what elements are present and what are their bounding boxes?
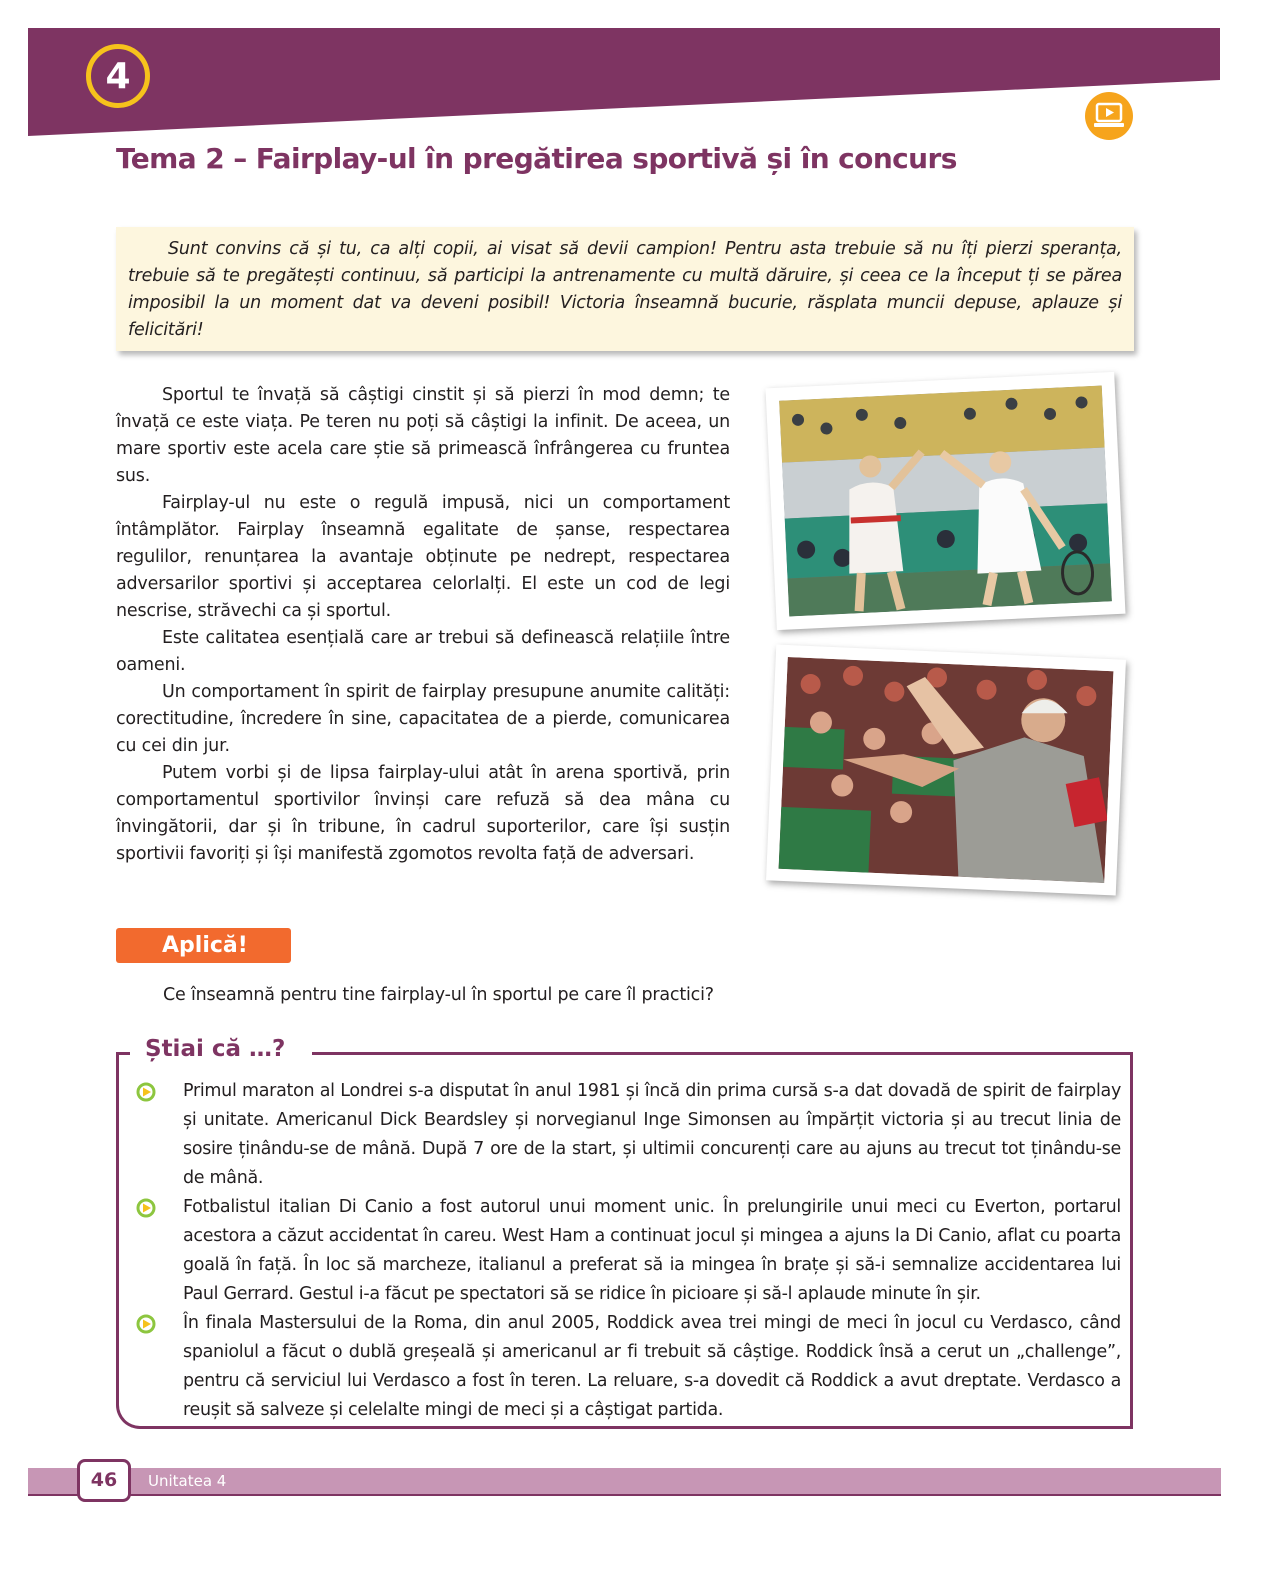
body-text (116, 382, 730, 868)
body-paragraph: Este calitatea esențială care ar trebui să definească relațiile între oameni. (116, 628, 730, 675)
play-bullet-icon (136, 1082, 156, 1102)
intro-box (116, 227, 1134, 351)
list-item-text: Fotbalistul italian Di Canio a fost autorul unui moment unic. În prelungirile unui meci cu Everton, portarul acestora a căzut accidentat în careu. West Ham a continuat jocul și mingea a ajuns la Di Canio, aflat cu poarta goală în față. În loc să marcheze, italianul a preferat să ia mingea în brațe și să-i semnalize accidentarea lui Paul Gerrard. Gestul i-a făcut pe spectatori să se ridice în picioare și să-l aplaude minute în șir. (183, 1197, 1121, 1304)
intro-text: Sunt convins că și tu, ca alți copii, ai visat să devii campion! Pentru asta trebuie să nu îți pierzi speranța, trebuie să te pregătești continuu, să participi la antrenamente cu multă dăruire, și ceea ce la început ți se părea imposibil la un moment dat va deveni posibil! Victoria înseamnă bucurie, răsplata muncii depuse, aplauze și felicitări! (128, 239, 1122, 340)
box-border-segment (312, 1052, 1133, 1055)
body-paragraph: Sportul te învață să câștigi cinstit și să pierzi în mod demn; te învață ce este viața. Pe teren nu poți să câștigi la infinit. De aceea, un mare sportiv este acela care știe să primească înfrângerea cu fruntea sus. (116, 385, 730, 486)
did-you-know-title: Știai că …? (145, 1036, 286, 1062)
page-number: 46 (77, 1459, 131, 1502)
tennis-players-photo (765, 372, 1125, 630)
list-item (183, 1077, 1121, 1193)
digital-resource-icon[interactable] (1085, 92, 1133, 140)
play-bullet-icon (136, 1198, 156, 1218)
theme-title: Tema 2 – Fairplay-ul în pregătirea sportivă și în concurs (116, 142, 957, 175)
body-paragraph: Fairplay-ul nu este o regulă impusă, nici un comportament întâmplător. Fairplay înseamnă egalitate de șanse, respectarea regulilor, renunțarea la avantaje obținute pe nedrept, respectarea adversarilor sportivi și acceptarea celorlalți. El este un cod de legi nescrise, străvechi ca și sportul. (116, 493, 730, 621)
apply-label: Aplică! (116, 928, 291, 963)
body-paragraph: Un comportament în spirit de fairplay presupune anumite calități: corectitudine, încredere în sine, capacitatea de a pierde, comunicarea cu cei din jur. (116, 682, 730, 756)
header-banner (28, 28, 1249, 138)
unit-label: Unitatea 4 (148, 1472, 227, 1490)
did-you-know-list (183, 1077, 1121, 1425)
unit-number-badge (86, 44, 150, 108)
body-paragraph: Putem vorbi și de lipsa fairplay-ului atât în arena sportivă, prin comportamentul sportivilor învinși care refuză să dea mâna cu învingătorii, dar și în tribune, în cadrul suporterilor, care își susțin sportivii favoriți și își manifestă zgomotos revolta față de adversari. (116, 763, 730, 864)
football-fans-photo (766, 644, 1126, 895)
play-bullet-icon (136, 1314, 156, 1334)
unit-number: 4 (105, 55, 131, 97)
list-item (183, 1193, 1121, 1309)
footer-line (28, 1494, 1221, 1496)
list-item-text: În finala Mastersului de la Roma, din anul 2005, Roddick avea trei mingi de meci în jocul cu Verdasco, când spaniolul a făcut o dublă greșeală și americanul ar fi trebuit să câștige. Roddick însă a cerut un „challenge”, pentru că serviciul lui Verdasco a fost în teren. La reluare, s-a dovedit că Roddick a avut dreptate. Verdasco a reușit să salveze și celelalte mingi de meci și a câștigat partida. (183, 1313, 1121, 1420)
apply-question: Ce înseamnă pentru tine fairplay-ul în sportul pe care îl practici? (163, 985, 714, 1005)
list-item-text: Primul maraton al Londrei s-a disputat în anul 1981 și încă din prima cursă s-a dat dovadă de spirit de fairplay și unitate. Americanul Dick Beardsley și norvegianul Inge Simonsen au împărțit victoria și au trecut linia de sosire ținându-se de mână. După 7 ore de la start, și ultimii concurenți care au ajuns au trecut tot ținându-se de mână. (183, 1081, 1121, 1188)
list-item (183, 1309, 1121, 1425)
box-border-segment (116, 1052, 130, 1055)
